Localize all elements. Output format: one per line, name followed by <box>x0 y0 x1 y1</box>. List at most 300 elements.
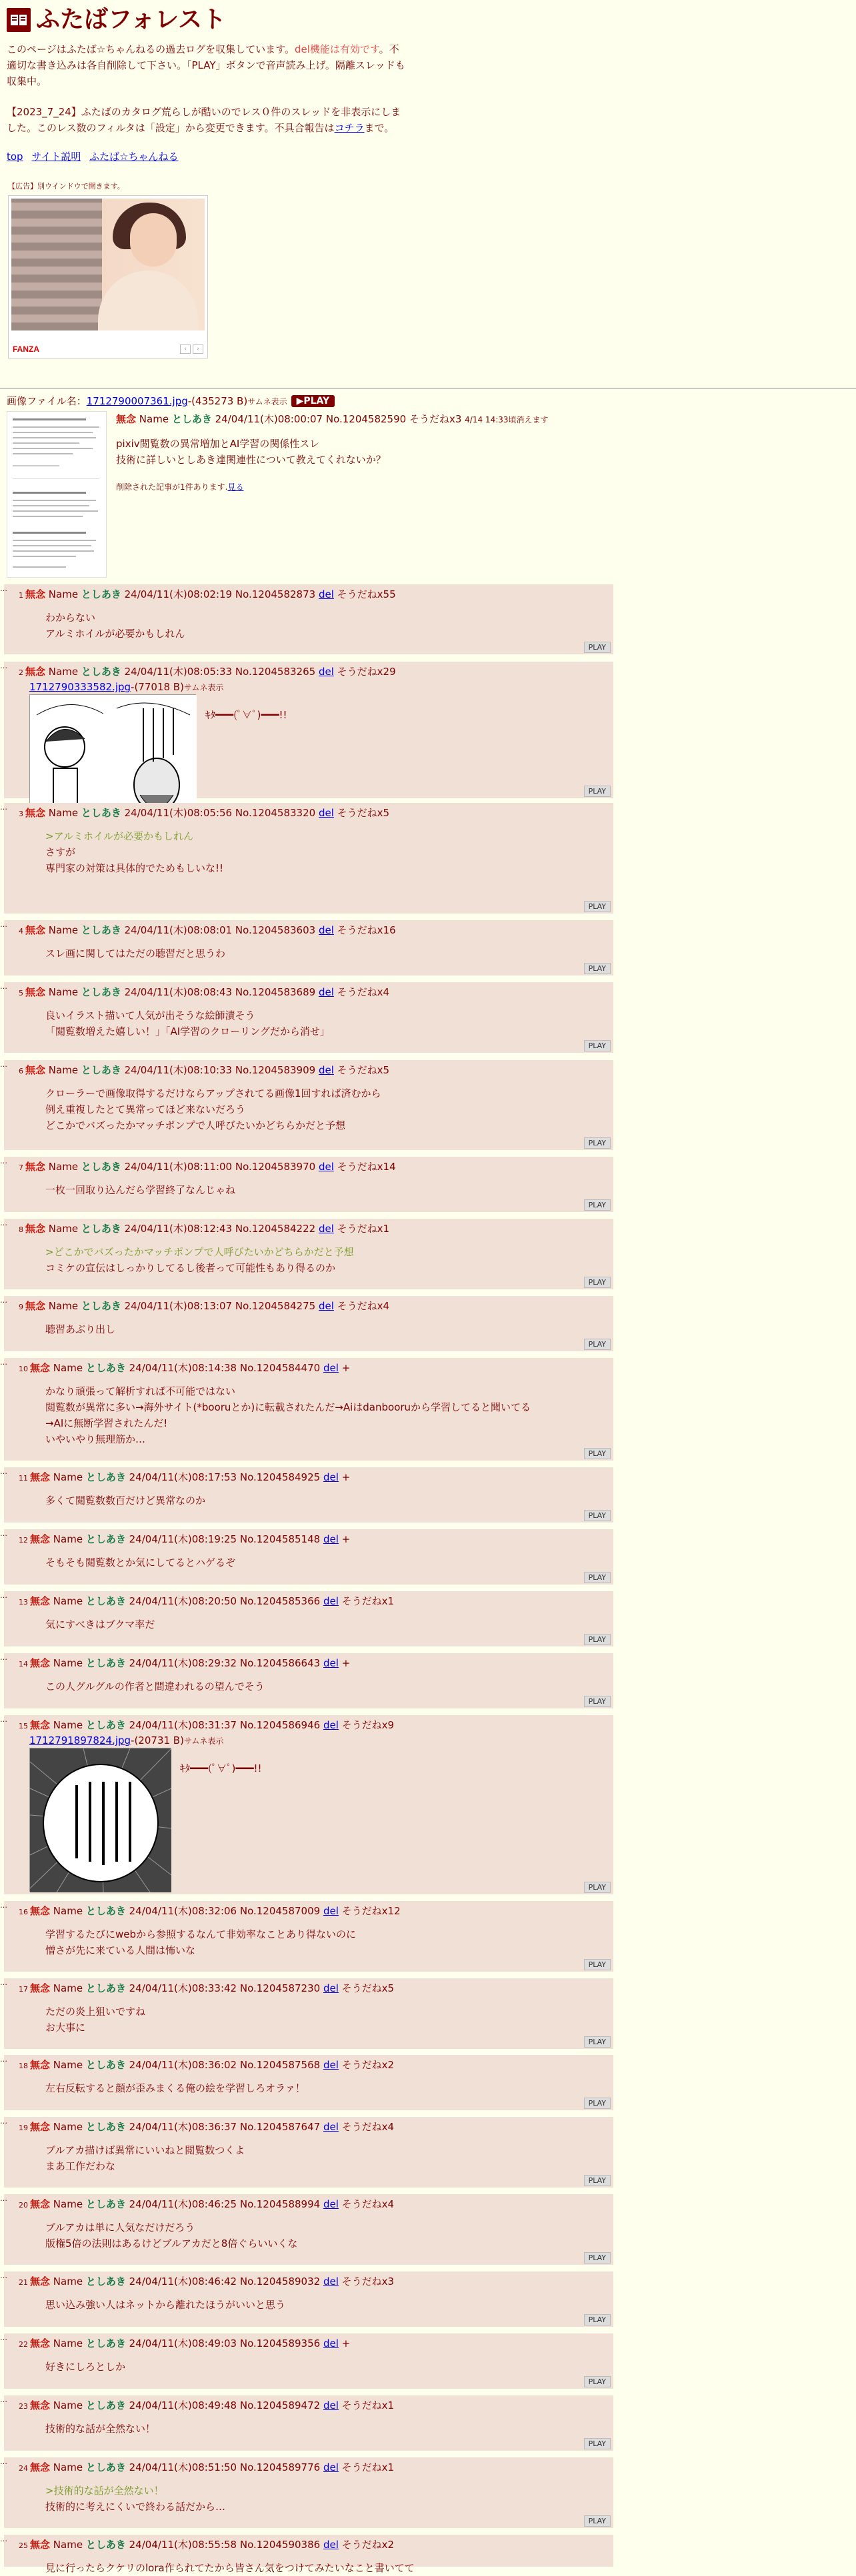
reply-text-line: そもそも閲覧数とか気にしてるとハゲるぞ <box>45 1557 236 1569</box>
op-play-button[interactable]: ▶PLAY <box>291 395 335 407</box>
reply-play-button[interactable]: PLAY <box>584 963 611 974</box>
reply-del-link[interactable]: del <box>323 2275 339 2287</box>
reply-body <box>4 1892 613 1898</box>
reply-marker: … <box>0 1157 8 1165</box>
reply-text-line: さすが <box>45 846 76 858</box>
reply-sodane[interactable]: そうだねx1 <box>341 2399 395 2411</box>
reply-number: 23 <box>19 2402 28 2411</box>
reply-del-link[interactable]: del <box>318 924 334 936</box>
reply-name-label: Name <box>48 1223 79 1235</box>
reply-header <box>4 2457 613 2476</box>
reply-marker: … <box>0 920 8 929</box>
reply-subject: 無念 <box>30 1719 51 1731</box>
reply-post <box>0 1060 613 1150</box>
reply-number: 12 <box>19 1536 28 1545</box>
reply-subject: 無念 <box>25 1161 46 1173</box>
intro-del-notice: del機能は有効です <box>294 43 379 55</box>
reply-number: 7 <box>19 1163 23 1172</box>
reply-name-label: Name <box>53 2399 83 2411</box>
reply-number: 17 <box>19 1985 28 1994</box>
reply-play-button[interactable]: PLAY <box>584 901 611 912</box>
reply-post <box>0 920 613 975</box>
reply-number: 5 <box>19 989 23 997</box>
reply-sodane[interactable]: そうだねx3 <box>341 2275 395 2287</box>
nav-futaba-link[interactable]: ふたば☆ちゃんねる <box>89 151 179 163</box>
reply-post <box>0 1529 613 1585</box>
reply-header <box>4 2271 613 2290</box>
intro-line-1a: このページはふたば☆ちゃんねるの過去ログを収集しています。 <box>7 43 295 55</box>
reply-name: としあき <box>85 1533 126 1545</box>
reply-play-button[interactable]: PLAY <box>584 1277 611 1288</box>
reply-sodane[interactable]: そうだねx4 <box>341 2198 395 2210</box>
reply-del-link[interactable]: del <box>318 1161 334 1173</box>
reply-name: としあき <box>81 807 121 819</box>
reply-thumb-toggle[interactable]: サムネ表示 <box>183 1736 224 1746</box>
reply-number: 8 <box>19 1225 23 1234</box>
reply-marker: … <box>0 1529 8 1538</box>
reply-sodane[interactable]: + <box>341 1657 351 1669</box>
reply-sodane[interactable]: そうだねx5 <box>337 807 390 819</box>
reply-post <box>0 1591 613 1646</box>
op-deleted-link[interactable]: 見る <box>227 482 244 492</box>
reply-text-line: 気にすべきはブクマ率だ <box>45 1618 155 1630</box>
reply-image-meta: -(77018 B) <box>131 681 184 693</box>
reply-post <box>0 1467 613 1523</box>
site-title-text: ふたばフォレスト <box>36 6 227 33</box>
reply-play-button[interactable]: PLAY <box>584 642 611 653</box>
op-text <box>116 436 549 468</box>
op-thumbnail[interactable] <box>7 411 107 578</box>
reply-body <box>4 1548 613 1571</box>
reply-text-line: まあ工作だわな <box>45 2160 116 2172</box>
reply-play-button[interactable]: PLAY <box>584 1634 611 1645</box>
reply-header <box>4 1591 613 1610</box>
reply-del-link[interactable]: del <box>323 2337 339 2349</box>
reply-number: 25 <box>19 2541 28 2550</box>
reply-header <box>4 1715 613 1734</box>
reply-del-link[interactable]: del <box>318 807 334 819</box>
reply-name-label: Name <box>53 1595 83 1607</box>
reply-play-button[interactable]: PLAY <box>584 2515 611 2527</box>
reply-date: 24/04/11(木)08:10:33 No.1204583909 <box>124 1064 316 1076</box>
ad-banner[interactable] <box>8 195 208 358</box>
reply-post <box>0 1715 613 1894</box>
reply-text-line: コミケの宣伝はしっかりしてるし後者って可能性もあり得るのか <box>45 1262 336 1274</box>
reply-del-link[interactable]: del <box>323 2121 339 2133</box>
reply-header <box>4 1157 613 1175</box>
reply-sodane[interactable]: そうだねx5 <box>341 1982 395 1994</box>
reply-header <box>4 1529 613 1548</box>
reply-del-link[interactable]: del <box>323 2198 339 2210</box>
reply-marker: … <box>0 2055 8 2064</box>
reply-body <box>4 1237 613 1276</box>
ad-prev-icon[interactable]: ‹ <box>180 344 191 354</box>
op-name: としあき <box>171 413 212 425</box>
reply-date: 24/04/11(木)08:49:48 No.1204589472 <box>129 2399 321 2411</box>
reply-quote: >アルミホイルが必要かもしれん <box>45 830 193 842</box>
reply-name-label: Name <box>48 588 79 600</box>
reply-name-label: Name <box>53 2059 83 2071</box>
reply-name-label: Name <box>48 1300 79 1312</box>
reply-subject: 無念 <box>30 1905 51 1917</box>
reply-sodane[interactable]: そうだねx14 <box>337 1161 396 1173</box>
reply-number: 19 <box>19 2124 28 2132</box>
reply-name-label: Name <box>48 1064 79 1076</box>
reply-header <box>4 1358 613 1377</box>
reply-del-link[interactable]: del <box>323 1905 339 1917</box>
reply-del-link[interactable]: del <box>323 1471 339 1483</box>
reply-text-line: アルミホイルが必要かもしれん <box>45 628 185 640</box>
reply-body <box>4 1377 613 1447</box>
reply-subject: 無念 <box>30 1657 51 1669</box>
op-sodane[interactable]: そうだねx3 <box>409 413 462 425</box>
reply-image-thumbnail[interactable] <box>29 694 196 817</box>
reply-sodane[interactable]: + <box>341 1471 351 1483</box>
op-text-line-1: pixiv閲覧数の異常増加とAI学習の関係性スレ <box>116 438 320 450</box>
reply-post <box>0 2535 613 2574</box>
reply-name: としあき <box>81 924 121 936</box>
reply-body <box>4 1079 613 1133</box>
reply-name: としあき <box>81 1300 121 1312</box>
reply-header <box>4 2194 613 2213</box>
reply-name: としあき <box>81 1223 121 1235</box>
reply-name-label: Name <box>53 2121 83 2133</box>
reply-date: 24/04/11(木)08:12:43 No.1204584222 <box>124 1223 316 1235</box>
nav-about-link[interactable]: サイト説明 <box>31 151 81 163</box>
reply-name: としあき <box>85 2121 126 2133</box>
reply-date: 24/04/11(木)08:31:37 No.1204586946 <box>129 1719 321 1731</box>
reply-sodane[interactable]: + <box>341 1362 351 1374</box>
reply-date: 24/04/11(木)08:49:03 No.1204589356 <box>129 2337 321 2349</box>
reply-text-line: 一枚一回取り込んだら学習終了なんじゃね <box>45 1184 236 1196</box>
reply-sodane[interactable]: そうだねx1 <box>337 1223 390 1235</box>
reply-name: としあき <box>81 986 121 998</box>
reply-body <box>4 2553 613 2576</box>
reply-play-button[interactable]: PLAY <box>584 1696 611 1707</box>
reply-marker: … <box>0 662 8 670</box>
reply-play-button[interactable]: PLAY <box>584 786 611 797</box>
reply-marker: … <box>0 1296 8 1305</box>
reply-del-link[interactable]: del <box>323 1362 339 1374</box>
reply-body <box>4 2352 613 2375</box>
ad-next-icon[interactable]: › <box>193 344 203 354</box>
image-file-label: 画像ファイル名： <box>7 395 87 407</box>
reply-name: としあき <box>85 1719 126 1731</box>
reply-body <box>4 1997 613 2036</box>
reply-del-link[interactable]: del <box>323 1595 339 1607</box>
reply-marker: … <box>0 1060 8 1069</box>
reply-header <box>4 2535 613 2553</box>
reply-del-link[interactable]: del <box>318 1300 334 1312</box>
reply-del-link[interactable]: del <box>323 2059 339 2071</box>
reply-number: 11 <box>19 1474 28 1483</box>
reply-text-line: 閲覧数が異常に多い→海外サイト(*booruとか)に転載されたんだ→Aiはdanbooruから学習してると聞いてる <box>45 1401 531 1413</box>
reply-play-button[interactable]: PLAY <box>584 1510 611 1521</box>
reply-post <box>0 2271 613 2327</box>
op-meta <box>116 412 549 426</box>
reply-play-button[interactable]: PLAY <box>584 1959 611 1970</box>
reply-text-line: クローラーで画像取得するだけならアップされてる画像1回すれば済むから <box>45 1087 381 1099</box>
reply-del-link[interactable]: del <box>318 666 334 678</box>
reply-marker: … <box>0 2333 8 2342</box>
op-post <box>7 411 856 578</box>
reply-text-line: 見に行ったらクケリのlora作られてたから皆さん気をつけてみたいなこと書いてて <box>45 2562 415 2574</box>
reply-play-button[interactable]: PLAY <box>584 1572 611 1583</box>
reply-text-line: ブルアカ描けば異常にいいねと閲覧数つくよ <box>45 2144 245 2156</box>
op-image-link[interactable]: 1712790007361.jpg <box>86 395 188 407</box>
reply-file-row <box>4 680 613 694</box>
reply-play-button[interactable]: PLAY <box>584 1137 611 1149</box>
reply-body <box>4 1001 613 1039</box>
reply-subject: 無念 <box>25 807 46 819</box>
reply-name: としあき <box>85 1595 126 1607</box>
op-thumb-toggle[interactable]: サムネ表示 <box>247 397 287 406</box>
reply-play-button[interactable]: PLAY <box>584 2252 611 2263</box>
reply-subject: 無念 <box>25 1223 46 1235</box>
reply-marker: … <box>0 982 8 991</box>
reply-play-button[interactable]: PLAY <box>584 1040 611 1051</box>
reply-number: 1 <box>19 591 23 600</box>
reply-sodane[interactable]: そうだねx2 <box>341 2059 395 2071</box>
reply-marker: … <box>0 1978 8 1987</box>
reply-subject: 無念 <box>30 2275 51 2287</box>
reply-number: 14 <box>19 1660 28 1668</box>
reply-date: 24/04/11(木)08:29:32 No.1204586643 <box>129 1657 321 1669</box>
reply-subject: 無念 <box>25 1300 46 1312</box>
reply-play-button[interactable]: PLAY <box>584 1448 611 1459</box>
reply-name-label: Name <box>48 807 79 819</box>
reply-name: としあき <box>85 2461 126 2473</box>
reply-name-label: Name <box>48 986 79 998</box>
reply-marker: … <box>0 2271 8 2280</box>
reply-name: としあき <box>85 2059 126 2071</box>
reply-header <box>4 662 613 680</box>
intro-line-1c: 。不適切な書き込みは各自削除して下さい。「PLAY」ボタンで音声読み上げ。隔離スレッドも収集中。 <box>7 43 405 87</box>
reply-body <box>4 2136 613 2174</box>
reply-sodane[interactable]: そうだねx1 <box>341 2461 395 2473</box>
reply-number: 16 <box>19 1908 28 1916</box>
reply-play-button[interactable]: PLAY <box>584 2438 611 2449</box>
reply-del-link[interactable]: del <box>323 1533 339 1545</box>
reply-name: としあき <box>81 588 121 600</box>
reply-sodane[interactable]: そうだねx29 <box>337 666 396 678</box>
reply-text-line: →AIに無断学習されたんだ! <box>45 1417 168 1429</box>
reply-marker: … <box>0 1901 8 1910</box>
reply-post <box>0 2333 613 2389</box>
reply-header <box>4 920 613 939</box>
reply-subject: 無念 <box>30 1982 51 1994</box>
reply-text-line: ブルアカは単に人気なだけだろう <box>45 2222 195 2234</box>
reply-post <box>0 1901 613 1972</box>
reply-del-link[interactable]: del <box>318 588 334 600</box>
reply-play-button[interactable]: PLAY <box>584 2036 611 2048</box>
reply-subject: 無念 <box>25 986 46 998</box>
reply-name-label: Name <box>53 2539 83 2551</box>
site-logo-icon <box>7 8 31 32</box>
reply-name: としあき <box>85 1471 126 1483</box>
reply-subject: 無念 <box>30 2059 51 2071</box>
ad-image[interactable] <box>11 199 205 330</box>
reply-post <box>0 1157 613 1212</box>
reply-post <box>0 1296 613 1351</box>
op-body <box>116 411 549 578</box>
reply-subject: 無念 <box>30 2337 51 2349</box>
reply-body <box>4 822 613 876</box>
reply-sodane[interactable]: そうだねx12 <box>341 1905 401 1917</box>
reply-post <box>0 2194 613 2265</box>
reply-number: 18 <box>19 2062 28 2070</box>
reply-body <box>4 2213 613 2252</box>
reply-image-meta: -(20731 B) <box>131 1734 184 1746</box>
reply-name: としあき <box>85 2539 126 2551</box>
reply-sodane[interactable]: そうだねx9 <box>341 1719 395 1731</box>
reply-text-line: わからない <box>45 612 96 624</box>
reply-subject: 無念 <box>30 2198 51 2210</box>
reply-name: としあき <box>85 1362 126 1374</box>
op-expire: 4/14 14:33頃消えます <box>465 415 549 424</box>
reply-text-line: どこかでバズったかマッチポンプで人呼びたいかどちらかだと予想 <box>45 1119 346 1131</box>
reply-date: 24/04/11(木)08:05:56 No.1204583320 <box>124 807 316 819</box>
reply-name: としあき <box>85 2337 126 2349</box>
reply-number: 3 <box>19 810 23 818</box>
reply-name: としあき <box>81 1161 121 1173</box>
reply-header <box>4 1978 613 1997</box>
reply-sodane[interactable]: そうだねx1 <box>341 1595 395 1607</box>
reply-name-label: Name <box>53 1471 83 1483</box>
reply-name: としあき <box>85 2198 126 2210</box>
reply-text-line: いやいやり無理筋か… <box>45 1433 146 1445</box>
reply-subject: 無念 <box>30 1533 51 1545</box>
reply-del-link[interactable]: del <box>323 1719 339 1731</box>
reply-del-link[interactable]: del <box>323 2539 339 2551</box>
reply-play-button[interactable]: PLAY <box>584 1199 611 1211</box>
op-subject: 無念 <box>116 413 137 425</box>
reply-sodane[interactable]: そうだねx4 <box>337 1300 390 1312</box>
reply-header <box>4 1219 613 1237</box>
reply-del-link[interactable]: del <box>323 2461 339 2473</box>
reply-sodane[interactable]: + <box>341 2337 351 2349</box>
reply-number: 22 <box>19 2340 28 2349</box>
reply-del-link[interactable]: del <box>318 986 334 998</box>
reply-side-text: ｷﾀ━━━(ﾟ∀ﾟ)━━━!! <box>205 709 287 721</box>
reply-play-button[interactable]: PLAY <box>584 1339 611 1350</box>
reply-text-line: ただの炎上狙いですね <box>45 2006 146 2018</box>
reply-sodane[interactable]: + <box>341 1533 351 1545</box>
reply-header <box>4 982 613 1001</box>
reply-sodane[interactable]: そうだねx5 <box>337 1064 390 1076</box>
reply-name-label: Name <box>53 2461 83 2473</box>
reply-header <box>4 2117 613 2136</box>
op-name-label: Name <box>139 413 169 425</box>
nav-links <box>7 149 849 163</box>
reply-file-row <box>4 1734 613 1748</box>
reply-body <box>4 1486 613 1509</box>
reply-sodane[interactable]: そうだねx4 <box>337 986 390 998</box>
reply-body <box>4 2476 613 2515</box>
reply-date: 24/04/11(木)08:11:00 No.1204583970 <box>124 1161 316 1173</box>
reply-text-line: 技術的な話が全然ない！ <box>45 2423 156 2435</box>
reply-text-line: 技術的に考えにくいで終わる話だから… <box>45 2501 226 2513</box>
reply-subject: 無念 <box>25 924 46 936</box>
intro-line-2a: 【2023_7_24】ふたばのカタログ荒らしが酷いのでレス０件のスレッドを非表示にしました。このレス数のフィルタは「設定」から変更できます。不具合報告は <box>7 106 401 134</box>
reply-text-line: 例え重複したとて異常ってほど来ないだろう <box>45 1103 246 1115</box>
reply-marker: … <box>0 803 8 812</box>
reply-quote: >技術的な話が全然ない！ <box>45 2485 164 2497</box>
reply-name-label: Name <box>53 2198 83 2210</box>
reply-body <box>4 939 613 962</box>
reply-name: としあき <box>85 1905 126 1917</box>
site-title <box>7 5 849 35</box>
reply-side-text: ｷﾀ━━━(ﾟ∀ﾟ)━━━!! <box>180 1762 262 1774</box>
reply-del-link[interactable]: del <box>318 1223 334 1235</box>
reply-name-label: Name <box>53 1657 83 1669</box>
reply-play-button[interactable]: PLAY <box>584 2314 611 2325</box>
reply-number: 15 <box>19 1722 28 1730</box>
ad-nav <box>180 344 203 354</box>
reply-del-link[interactable]: del <box>323 1657 339 1669</box>
reply-number: 2 <box>19 668 23 677</box>
reply-post <box>0 2457 613 2528</box>
reply-name-label: Name <box>48 924 79 936</box>
reply-marker: … <box>0 2535 8 2543</box>
reply-marker: … <box>0 2457 8 2466</box>
reply-name-label: Name <box>53 2275 83 2287</box>
intro-text <box>7 41 407 136</box>
reply-text-line: 「閲覧数増えた嬉しい！」「AI学習のクローリングだから消せ」 <box>45 1025 330 1037</box>
reply-marker: … <box>0 2117 8 2126</box>
nav-top-link[interactable]: top <box>7 151 23 163</box>
reply-sodane[interactable]: そうだねx55 <box>337 588 396 600</box>
reply-play-button[interactable]: PLAY <box>584 2376 611 2387</box>
reply-date: 24/04/11(木)08:13:07 No.1204584275 <box>124 1300 316 1312</box>
op-deleted-notice <box>116 481 549 492</box>
reply-play-button[interactable]: PLAY <box>584 2098 611 2109</box>
reply-marker: … <box>0 1467 8 1476</box>
reply-del-link[interactable]: del <box>323 2399 339 2411</box>
reply-name: としあき <box>85 1657 126 1669</box>
reply-image-link[interactable]: 1712790333582.jpg <box>29 681 131 693</box>
reply-del-link[interactable]: del <box>323 1982 339 1994</box>
reply-post <box>0 803 613 914</box>
reply-marker: … <box>0 2395 8 2404</box>
reply-name: としあき <box>81 666 121 678</box>
bug-report-link[interactable]: コチラ <box>334 122 365 134</box>
reply-image-link[interactable]: 1712791897824.jpg <box>29 1734 131 1746</box>
reply-text-line: 思い込み強い人はネットから離れたほうがいいと思う <box>45 2299 286 2311</box>
reply-name-label: Name <box>48 666 79 678</box>
reply-image-thumbnail[interactable] <box>29 1748 171 1892</box>
reply-post <box>0 2395 613 2451</box>
reply-number: 6 <box>19 1067 23 1075</box>
reply-header <box>4 1653 613 1672</box>
reply-sodane[interactable]: そうだねx2 <box>341 2539 395 2551</box>
reply-body <box>4 1610 613 1632</box>
reply-marker: … <box>0 1591 8 1600</box>
reply-play-button[interactable]: PLAY <box>584 1882 611 1893</box>
reply-post <box>0 1653 613 1708</box>
reply-sodane[interactable]: そうだねx16 <box>337 924 396 936</box>
reply-sodane[interactable]: そうだねx4 <box>341 2121 395 2133</box>
reply-text-line: スレ画に関してはただの聴習だと思うわ <box>45 948 226 960</box>
reply-del-link[interactable]: del <box>318 1064 334 1076</box>
reply-body <box>4 1175 613 1198</box>
reply-play-button[interactable]: PLAY <box>584 2175 611 2186</box>
reply-header <box>4 1060 613 1079</box>
intro-line-2b: まで。 <box>364 122 395 134</box>
reply-name-label: Name <box>53 1719 83 1731</box>
reply-thumb-toggle[interactable]: サムネ表示 <box>183 683 224 692</box>
reply-name-label: Name <box>53 1533 83 1545</box>
